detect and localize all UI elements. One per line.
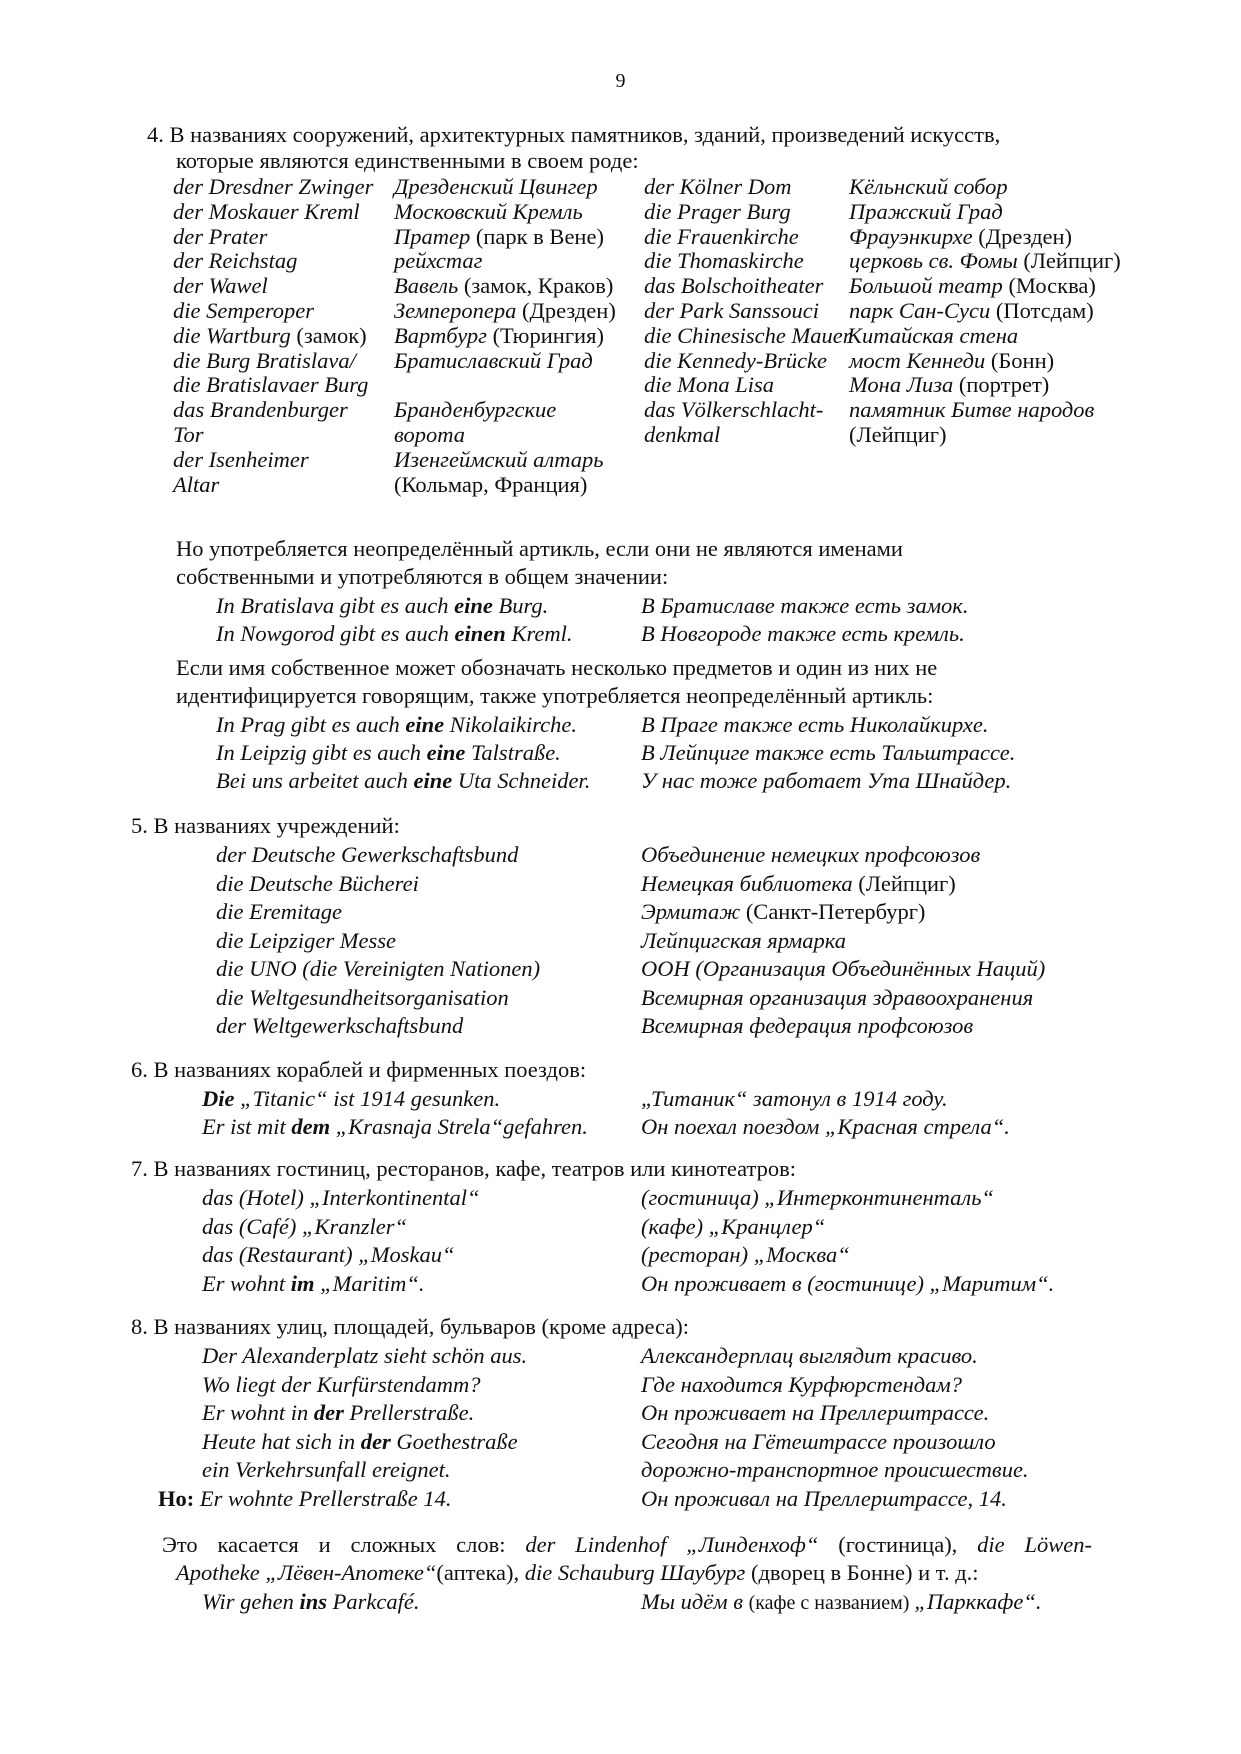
final-paragraph	[162, 1531, 1092, 1558]
building-de	[644, 223, 799, 250]
example-ru	[641, 767, 1011, 794]
german-text: Burg.	[492, 593, 549, 618]
section-4-heading-cont-text: которые являются единственными в своем роде:	[176, 148, 639, 173]
german-name: der Deutsche Gewerkschaftsbund	[216, 842, 519, 867]
german-text: Wo liegt der Kurfürstendamm?	[202, 1371, 481, 1397]
russian-note: (парк в Вене)	[470, 223, 604, 249]
building-de	[644, 322, 851, 349]
german-text: In Prag gibt es auch	[216, 712, 406, 737]
russian-note: (Дрезден)	[972, 223, 1073, 249]
example-ru	[641, 620, 965, 647]
translation: „Парккафе“.	[914, 1589, 1042, 1614]
institution-de	[216, 927, 396, 954]
example-ru	[641, 711, 988, 738]
section-5-heading	[131, 812, 400, 839]
example-ru	[641, 1085, 948, 1112]
institution-de	[216, 1012, 463, 1039]
translation: (гостиница) „Интерконтиненталь“	[641, 1185, 994, 1210]
building-de	[644, 247, 804, 274]
russian-name: Эрмитаж	[641, 899, 741, 924]
building-de	[173, 446, 309, 473]
german-text: Talstraße.	[465, 740, 561, 765]
german-name: die Frauenkirche	[644, 223, 799, 249]
building-de	[173, 396, 348, 423]
german-name: der Lindenhof „Линденхоф“	[525, 1532, 819, 1557]
building-ru	[849, 371, 1049, 398]
building-ru	[849, 297, 1094, 324]
russian-name: Бранденбургские	[394, 397, 557, 423]
translation: В Лейпциге также есть Тальштрассе.	[641, 740, 1016, 765]
russian-note: (Лейпциг)	[852, 870, 956, 896]
section-7-heading	[131, 1155, 796, 1182]
institution-de	[216, 898, 342, 925]
russian-note: (Москва)	[1002, 273, 1096, 299]
german-name: der Dresdner Zwinger	[173, 174, 374, 199]
example-ru	[641, 1184, 994, 1211]
german-name: Tor	[173, 422, 204, 447]
example-ru	[641, 1428, 996, 1455]
building-de	[173, 371, 368, 398]
building-ru	[394, 396, 556, 423]
section-7-heading-text: 7. В названиях гостиниц, ресторанов, кафе, театров или кинотеатров:	[131, 1156, 796, 1181]
section-4-heading-text: 4. В названиях сооружений, архитектурных памятников, зданий, произведений искусств,	[147, 122, 1001, 147]
exception-label: Но:	[158, 1485, 195, 1511]
example-ru	[641, 1456, 1029, 1483]
german-name: das Völkerschlacht-	[644, 397, 824, 423]
german-text: Er wohnt in	[202, 1400, 314, 1425]
example-de	[216, 592, 548, 619]
german-name: der Isenheimer	[173, 446, 309, 472]
example-ru	[641, 592, 968, 619]
building-de	[644, 198, 791, 225]
institution-ru	[641, 870, 956, 897]
building-ru	[394, 471, 587, 498]
russian-note: (Потсдам)	[990, 298, 1094, 323]
russian-name: ворота	[394, 422, 465, 447]
translation: Сегодня на Гётештрассе произошло	[641, 1428, 996, 1454]
building-de	[173, 173, 373, 200]
institution-de	[216, 955, 540, 982]
example-ru	[641, 1241, 850, 1268]
institution-ru	[641, 841, 980, 868]
note-paragraph-cont	[176, 682, 933, 709]
german-text: das (Café) „Kranzler“	[202, 1213, 408, 1239]
institution-de	[216, 984, 509, 1011]
translation: „Титаник“ затонул в 1914 году.	[641, 1086, 948, 1111]
bold-article: einen	[454, 621, 506, 646]
german-name: die Wartburg	[173, 322, 291, 348]
german-name: die Prager Burg	[644, 198, 791, 224]
german-name: die Löwen-	[977, 1532, 1092, 1557]
russian-note: (замок, Краков)	[458, 273, 614, 299]
translation: В Новгороде также есть кремль.	[641, 621, 965, 646]
example-ru	[641, 1485, 1007, 1512]
bold-article: eine	[454, 593, 493, 618]
german-name: der Wawel	[173, 273, 268, 299]
german-text: Uta Schneider.	[452, 768, 591, 793]
building-ru	[847, 322, 1018, 349]
example-ru	[641, 1371, 962, 1398]
russian-name: Мона Лиза	[849, 372, 954, 398]
example-ru	[641, 1113, 1010, 1140]
section-8-heading	[131, 1313, 689, 1340]
example-de	[202, 1085, 500, 1112]
building-de	[644, 421, 720, 448]
german-text: Goethestraße	[390, 1428, 518, 1454]
german-text: Parkcafé.	[327, 1589, 420, 1614]
building-ru	[394, 247, 482, 274]
translation: (ресторан) „Москва“	[641, 1242, 850, 1267]
building-de	[173, 198, 360, 225]
building-de	[644, 396, 823, 423]
example-de	[202, 1241, 455, 1268]
russian-name: мост Кеннеди	[849, 347, 986, 373]
russian-name: Пражский Град	[849, 198, 1003, 224]
russian-name: рейхстаг	[394, 248, 483, 274]
german-name: die Kennedy-Brücke	[644, 347, 828, 373]
building-de	[173, 322, 367, 349]
german-text: „Krasnaja Strela“gefahren.	[330, 1114, 588, 1139]
building-ru	[849, 421, 946, 448]
note-paragraph-cont	[176, 563, 668, 590]
russian-name: Большой театр	[849, 273, 1003, 299]
final-paragraph-cont	[176, 1559, 979, 1586]
section-8-heading-text: 8. В названиях улиц, площадей, бульваров (кроме адреса):	[131, 1314, 690, 1339]
german-text: Er wohnte Prellerstraße 14.	[194, 1485, 452, 1511]
building-ru	[394, 173, 598, 200]
german-name: die Semperoper	[173, 298, 314, 323]
exception-example	[158, 1485, 452, 1512]
translation: Александерплац выглядит красиво.	[641, 1343, 978, 1368]
plain-text: (аптека),	[436, 1560, 525, 1585]
russian-name: Братиславский Град	[394, 347, 593, 373]
building-de	[644, 297, 819, 324]
russian-note: (Лейпциг)	[849, 422, 947, 447]
note-paragraph-text: Если имя собственное может обозначать несколько предметов и один из них не	[176, 655, 938, 680]
russian-name: памятник Битве народов	[849, 397, 1095, 423]
building-ru	[394, 347, 593, 374]
section-5-heading-text: 5. В названиях учреждений:	[131, 813, 400, 838]
example-de	[202, 1588, 419, 1615]
russian-note: (Тюрингия)	[486, 322, 604, 348]
institution-ru	[641, 955, 1045, 982]
german-text: Wir gehen	[202, 1589, 300, 1614]
german-name: Altar	[173, 471, 220, 497]
note-paragraph	[176, 654, 937, 681]
translation: (кафе) „Кранцлер“	[641, 1213, 826, 1239]
russian-name: Всемирная организация здравоохранения	[641, 984, 1034, 1010]
russian-name: Земперопера	[394, 298, 517, 323]
page-number: 9	[615, 70, 626, 92]
translation: Он проживает на Преллерштрассе.	[641, 1400, 990, 1425]
bold-article: Die	[202, 1086, 235, 1111]
bold-article: eine	[426, 740, 466, 765]
building-ru	[849, 198, 1003, 225]
german-name: der Prater	[173, 223, 268, 249]
bold-article: dem	[291, 1114, 331, 1139]
building-ru	[394, 198, 583, 225]
russian-name: ООН (Организация Объединённых Наций)	[641, 956, 1046, 981]
german-name: das Brandenburger	[173, 397, 348, 423]
translation: Мы идём в	[641, 1589, 749, 1614]
german-name: die Schauburg Шаубург	[524, 1560, 746, 1585]
example-de	[216, 620, 572, 647]
example-de	[216, 739, 561, 766]
german-name: der Park Sanssouci	[644, 298, 819, 323]
building-de	[644, 371, 774, 398]
section-6-heading-text: 6. В названиях кораблей и фирменных поездов:	[131, 1057, 587, 1082]
institution-ru	[641, 984, 1033, 1011]
german-text: Prellerstraße.	[343, 1400, 475, 1425]
german-name: die UNO (die Vereinigten Nationen)	[216, 956, 541, 981]
bold-article: im	[290, 1270, 315, 1296]
building-ru	[849, 272, 1096, 299]
building-ru	[849, 347, 1054, 374]
example-ru	[641, 739, 1015, 766]
bold-article: der	[360, 1428, 391, 1454]
example-de	[202, 1399, 474, 1426]
bold-article: eine	[405, 712, 445, 737]
building-ru	[849, 247, 1121, 274]
building-de	[173, 247, 297, 274]
german-name: das Bolschoitheater	[644, 273, 824, 299]
russian-name: церковь св. Фомы	[849, 248, 1018, 274]
building-de	[173, 272, 268, 299]
example-de	[202, 1213, 407, 1240]
german-name: die Burg Bratislava/	[173, 347, 356, 373]
russian-note: (Кольмар, Франция)	[394, 471, 588, 497]
german-note: (замок)	[290, 322, 367, 348]
german-text: In Nowgorod gibt es auch	[216, 621, 455, 646]
german-text: „Maritim“.	[314, 1270, 425, 1296]
german-name: die Mona Lisa	[644, 372, 775, 398]
institution-ru	[641, 1012, 973, 1039]
german-text: ein Verkehrsunfall ereignet.	[202, 1457, 451, 1482]
russian-name: парк Сан-Суси	[849, 298, 991, 323]
building-ru	[394, 272, 613, 299]
russian-name: Дрезденский Цвингер	[394, 174, 598, 199]
building-de	[173, 421, 203, 448]
translation-note: (кафе с названием)	[748, 1592, 915, 1614]
section-6-heading	[131, 1056, 586, 1083]
bold-article: ins	[299, 1589, 328, 1614]
building-de	[173, 471, 219, 498]
russian-note: (Лейпциг)	[1017, 248, 1121, 274]
example-de	[216, 711, 577, 738]
translation: В Праге также есть Николайкирхе.	[641, 712, 989, 737]
bold-article: eine	[413, 768, 453, 793]
translation: Он проживал на Преллерштрассе, 14.	[641, 1485, 1007, 1511]
building-de	[644, 272, 823, 299]
example-de	[216, 767, 590, 794]
note-paragraph	[176, 535, 903, 562]
example-ru	[641, 1588, 1042, 1617]
german-text: „Titanic“ ist 1914 gesunken.	[234, 1086, 501, 1111]
institution-de	[216, 870, 419, 897]
note-paragraph-cont-text: собственными и употребляются в общем значении:	[176, 564, 669, 589]
translation: Он поехал поездом „Красная стрела“.	[641, 1114, 1010, 1139]
building-ru	[394, 446, 604, 473]
bold-article: der	[313, 1400, 344, 1425]
german-name: Apotheke „Лёвен-Апотеке“	[176, 1560, 437, 1585]
russian-note: (Дрезден)	[516, 298, 616, 323]
section-4-heading-cont	[176, 147, 639, 174]
german-name: die Weltgesundheitsorganisation	[216, 984, 509, 1010]
example-de	[202, 1113, 588, 1140]
german-text: In Bratislava gibt es auch	[216, 593, 455, 618]
russian-name: Лейпцигская ярмарка	[641, 927, 846, 953]
german-text: Der Alexanderplatz sieht schön aus.	[202, 1343, 528, 1368]
plain-text: (дворец в Бонне) и т. д.:	[745, 1560, 979, 1585]
german-name: die Leipziger Messe	[216, 927, 396, 953]
translation: У нас тоже работает Ута Шнайдер.	[641, 768, 1012, 793]
example-de	[202, 1342, 527, 1369]
building-de	[173, 223, 267, 250]
translation: В Братиславе также есть замок.	[641, 593, 969, 618]
example-ru	[641, 1399, 989, 1426]
building-ru	[394, 297, 616, 324]
german-text: Er wohnt	[202, 1270, 291, 1296]
plain-text: (гостиница),	[818, 1532, 978, 1557]
russian-name: Московский Кремль	[394, 198, 583, 224]
russian-name: Фрауэнкирхе	[849, 223, 973, 249]
german-name: die Bratislavaer Burg	[173, 372, 369, 398]
german-text: das (Hotel) „Interkontinental“	[202, 1185, 480, 1210]
building-de	[173, 297, 314, 324]
section-4-heading	[147, 121, 1000, 148]
german-text: das (Restaurant) „Moskau“	[202, 1242, 455, 1267]
plain-text: Это касается и сложных слов:	[162, 1532, 526, 1557]
building-ru	[849, 173, 1008, 200]
institution-ru	[641, 927, 846, 954]
example-ru	[641, 1270, 1054, 1297]
german-name: die Deutsche Bücherei	[216, 870, 419, 896]
note-paragraph-cont-text: идентифицируется говорящим, также употребляется неопределённый артикль:	[176, 683, 934, 708]
example-ru	[641, 1213, 825, 1240]
german-name: die Thomaskirche	[644, 248, 804, 274]
building-de	[173, 347, 356, 374]
building-ru	[849, 396, 1094, 423]
building-de	[644, 347, 827, 374]
german-text: In Leipzig gibt es auch	[216, 740, 427, 765]
german-name: der Moskauer Kreml	[173, 198, 360, 224]
building-ru	[394, 322, 604, 349]
translation: Он проживает в (гостинице) „Маритим“.	[641, 1270, 1055, 1296]
building-ru	[394, 223, 604, 250]
russian-name: Всемирная федерация профсоюзов	[641, 1013, 974, 1038]
russian-name: Китайская стена	[847, 322, 1019, 348]
german-text: Heute hat sich in	[202, 1428, 361, 1454]
german-name: der Weltgewerkschaftsbund	[216, 1013, 464, 1038]
note-paragraph-text: Но употребляется неопределённый артикль, если они не являются именами	[176, 536, 903, 561]
example-de	[202, 1270, 425, 1297]
german-name: der Reichstag	[173, 248, 298, 274]
building-ru	[394, 421, 465, 448]
german-name: die Chinesische Mauer	[644, 322, 852, 348]
russian-name: Вартбург	[394, 322, 487, 348]
german-text: Nikolaikirche.	[444, 712, 577, 737]
german-text: Kreml.	[505, 621, 573, 646]
example-de	[202, 1184, 479, 1211]
german-name: die Eremitage	[216, 899, 343, 924]
russian-name: Пратер	[394, 223, 471, 249]
example-de	[202, 1428, 518, 1455]
institution-de	[216, 841, 518, 868]
russian-note: (портрет)	[953, 372, 1050, 398]
russian-note: (Санкт-Петербург)	[740, 899, 926, 924]
russian-name: Изенгеймский алтарь	[394, 446, 604, 472]
german-text: Er ist mit	[202, 1114, 292, 1139]
russian-name: Вавель	[394, 273, 459, 299]
translation: дорожно-транспортное происшествие.	[641, 1457, 1029, 1482]
german-text: Bei uns arbeitet auch	[216, 768, 414, 793]
russian-name: Объединение немецких профсоюзов	[641, 842, 981, 867]
russian-note: (Бонн)	[985, 347, 1055, 373]
russian-name: Кёльнский собор	[849, 174, 1008, 199]
building-ru	[849, 223, 1072, 250]
example-ru	[641, 1342, 978, 1369]
german-name: denkmal	[644, 422, 721, 447]
building-de	[644, 173, 792, 200]
example-de	[202, 1371, 481, 1398]
russian-name: Немецкая библиотека	[641, 870, 853, 896]
example-de	[202, 1456, 450, 1483]
german-name: der Kölner Dom	[644, 174, 792, 199]
institution-ru	[641, 898, 925, 925]
translation: Где находится Курфюрстендам?	[641, 1371, 963, 1397]
